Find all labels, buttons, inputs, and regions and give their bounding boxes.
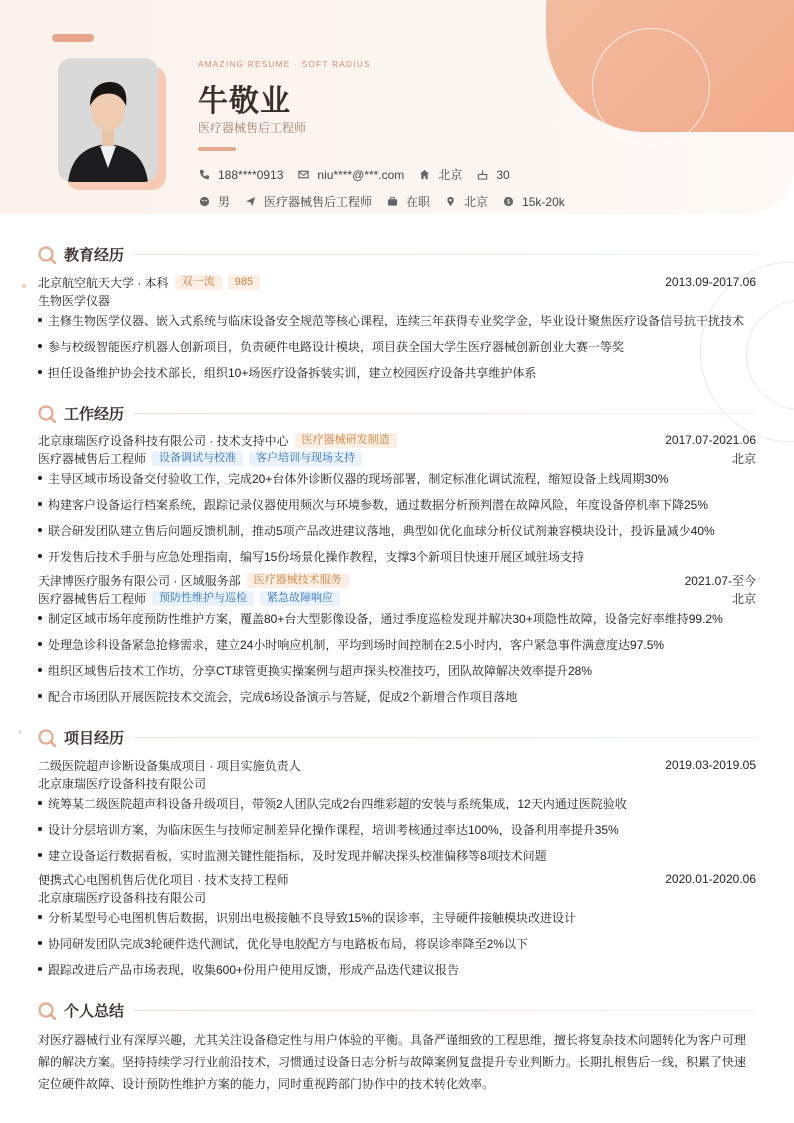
role: 医疗器械售后工程师 [38, 591, 147, 606]
list-item: 统筹某二级医院超声科设备升级项目，带领2人团队完成2台四维彩超的安装与系统集成，12天内通过医院验收 [38, 795, 756, 811]
company-line: 天津博医疗服务有限公司 · 区域服务部 [38, 573, 241, 588]
phone-item [198, 168, 283, 182]
edu-tag: 985 [228, 275, 260, 290]
list-item: 主导区域市场设备交付验收工作，完成20+台体外诊断仪器的现场部署，制定标准化调试流程，缩短设备上线周期30% [38, 470, 756, 486]
list-item: 建立设备运行数据看板，实时监测关键性能指标，及时发现并解决探头校准偏移等8项技术问题 [38, 847, 756, 863]
education-header-row [38, 274, 756, 290]
major: 生物医学仪器 [38, 293, 111, 308]
company-line: 北京康瑞医疗设备科技有限公司 · 技术支持中心 [38, 433, 289, 448]
cake-icon [476, 169, 488, 181]
list-item: 分析某型号心电图机售后数据，识别出电极接触不良导致15%的误诊率，主导硬件接触模块改进设计 [38, 909, 756, 925]
section-divider [134, 254, 756, 255]
project-dates: 2019.03-2019.05 [665, 758, 756, 772]
project-dates: 2020.01-2020.06 [665, 872, 756, 886]
age-value: 30 [496, 167, 510, 182]
section-education-header [38, 244, 756, 265]
target-job-item [244, 193, 372, 210]
email-value: niu****@***.com [317, 167, 405, 182]
title-underline [198, 147, 236, 151]
role-tag: 紧急故障响应 [260, 591, 340, 606]
list-item: 开发售后技术手册与应急处理指南，编写15份场景化操作教程，支撑3个新项目快速开展区域驻场支持 [38, 548, 756, 564]
status-value: 在职 [406, 195, 431, 209]
role-tag: 客户培训与现场支持 [249, 451, 362, 466]
gender-value: 男 [218, 195, 231, 209]
decorative-ring [592, 28, 710, 146]
accent-pill [52, 34, 94, 42]
industry-tag: 医疗器械研发制造 [295, 433, 397, 448]
avatar [58, 58, 158, 182]
work-city: 北京 [731, 591, 756, 606]
section-magnifier-icon [38, 246, 56, 264]
phone-icon [198, 169, 210, 181]
age-item [476, 168, 509, 182]
section-title: 工作经历 [64, 406, 125, 423]
coin-icon [502, 196, 514, 208]
list-item: 参与校级智能医疗机器人创新项目，负责硬件电路设计模块，项目获全国大学生医疗器械创新创业大赛一等奖 [38, 338, 756, 354]
profile-row [198, 193, 579, 210]
work-role-row [38, 450, 756, 466]
decorative-dot [18, 730, 22, 734]
role-tag: 设备调试与校准 [152, 451, 243, 466]
project-title: 二级医院超声诊断设备集成项目 · 项目实施负责人 [38, 758, 301, 773]
gender-item [198, 193, 230, 210]
project-header-row [38, 871, 756, 887]
salary-value: 15k-20k [522, 194, 565, 209]
work-header-row [38, 432, 756, 448]
section-title: 个人总结 [64, 1003, 125, 1020]
section-magnifier-icon [38, 1002, 56, 1020]
list-item: 主修生物医学仪器、嵌入式系统与临床设备安全规范等核心课程，连续三年获得专业奖学金，毕业设计聚焦医疗设备信号抗干扰技术 [38, 312, 756, 328]
section-magnifier-icon [38, 729, 56, 747]
list-item: 设计分层培训方案，为临床医生与技师定制差异化操作课程，培训考核通过率达100%，设备利用率提升35% [38, 821, 756, 837]
work-dates: 2017.07-2021.06 [665, 433, 756, 447]
edu-dates: 2013.09-2017.06 [665, 275, 756, 289]
list-item: 配合市场团队开展医院技术交流会，完成6场设备演示与答疑，促成2个新增合作项目落地 [38, 688, 756, 704]
list-item: 构建客户设备运行档案系统，跟踪记录仪器使用频次与环境参数，通过数据分析预判潜在故障风险，年度设备停机率下降25% [38, 496, 756, 512]
avatar-portrait [58, 58, 158, 182]
project-title: 便携式心电图机售后优化项目 · 技术支持工程师 [38, 872, 289, 887]
list-item: 处理急诊科设备紧急抢修需求，建立24小时响应机制，平均到场时间控制在2.5小时内，客户紧急事件满意度达97.5% [38, 636, 756, 652]
job-title: 医疗器械售后工程师 [198, 121, 307, 135]
section-projects-header [38, 727, 756, 748]
decorative-dot [22, 284, 26, 288]
svg-text:$: $ [506, 197, 511, 206]
list-item: 跟踪改进后产品市场表现，收集600+份用户使用反馈，形成产品迭代建议报告 [38, 961, 756, 977]
project-header-row [38, 757, 756, 773]
target-city-value: 北京 [464, 195, 489, 209]
section-divider [134, 413, 756, 414]
briefcase-icon [386, 196, 398, 208]
target-job-value: 医疗器械售后工程师 [264, 195, 373, 209]
candidate-name: 牛敬业 [198, 85, 291, 118]
list-item: 协同研发团队完成3轮硬件迭代测试，优化导电胶配方与电路板布局，将误诊率降至2%以下 [38, 935, 756, 951]
section-magnifier-icon [38, 405, 56, 423]
smile-icon [198, 196, 210, 208]
list-item: 组织区域售后技术工作坊，分享CT球管更换实操案例与超声探头校准技巧，团队故障解决效率提升28% [38, 662, 756, 678]
list-item: 联合研发团队建立售后问题反馈机制，推动5项产品改进建议落地，典型如优化血球分析仪试剂兼容模块设计，投诉量减少40% [38, 522, 756, 538]
home-icon [418, 169, 430, 181]
phone-value: 188****0913 [218, 167, 284, 182]
list-item: 制定区域市场年度预防性维护方案，覆盖80+台大型影像设备，通过季度巡检发现并解决30+项隐性故障，设备完好率维持99.2% [38, 610, 756, 626]
map-pin-icon [444, 196, 456, 208]
industry-tag: 医疗器械技术服务 [247, 573, 349, 588]
summary-text: 对医疗器械行业有深厚兴趣，尤其关注设备稳定性与用户体验的平衡。具备严谨细致的工程思维，擅长将复杂技术问题转化为客户可理解的解决方案。坚持持续学习行业前沿技术，习惯通过设备日志分析与故障案例复盘提升专业判断力。长期扎根售后一线，积累了快速定位硬件故障、设计预防性维护方案的能力，同时重视跨部门协作中的技术转化效率。 [38, 1033, 747, 1091]
mail-icon [297, 169, 309, 181]
section-divider [134, 737, 756, 738]
list-item: 担任设备维护协会技术部长，组织10+场医疗设备拆装实训，建立校园医疗设备共享维护体系 [38, 364, 756, 380]
role-tag: 预防性维护与巡检 [152, 591, 254, 606]
work-role-row [38, 590, 756, 606]
project-org-row [38, 775, 756, 791]
work-header-row [38, 572, 756, 588]
section-title: 项目经历 [64, 730, 125, 747]
location-item [418, 166, 462, 183]
role: 医疗器械售后工程师 [38, 451, 147, 466]
section-work-header [38, 403, 756, 424]
project-org: 北京康瑞医疗设备科技有限公司 [38, 776, 207, 791]
edu-tag: 双一流 [175, 275, 222, 290]
work-dates: 2021.07-至今 [684, 573, 756, 588]
project-org: 北京康瑞医疗设备科技有限公司 [38, 890, 207, 905]
project-org-row [38, 889, 756, 905]
status-item [386, 193, 430, 210]
section-summary-header [38, 1000, 756, 1021]
major-row [38, 292, 756, 308]
contact-row [198, 166, 524, 183]
salary-item [502, 195, 565, 209]
school-line: 北京航空航天大学 · 本科 [38, 275, 169, 290]
email-item [297, 168, 404, 182]
work-city: 北京 [731, 451, 756, 466]
section-title: 教育经历 [64, 247, 125, 264]
section-divider [134, 1010, 756, 1011]
resume-eyebrow: AMAZING RESUME · SOFT RADIUS [198, 60, 371, 69]
location-value: 北京 [438, 168, 463, 182]
target-city-item [444, 193, 488, 210]
send-icon [244, 196, 256, 208]
